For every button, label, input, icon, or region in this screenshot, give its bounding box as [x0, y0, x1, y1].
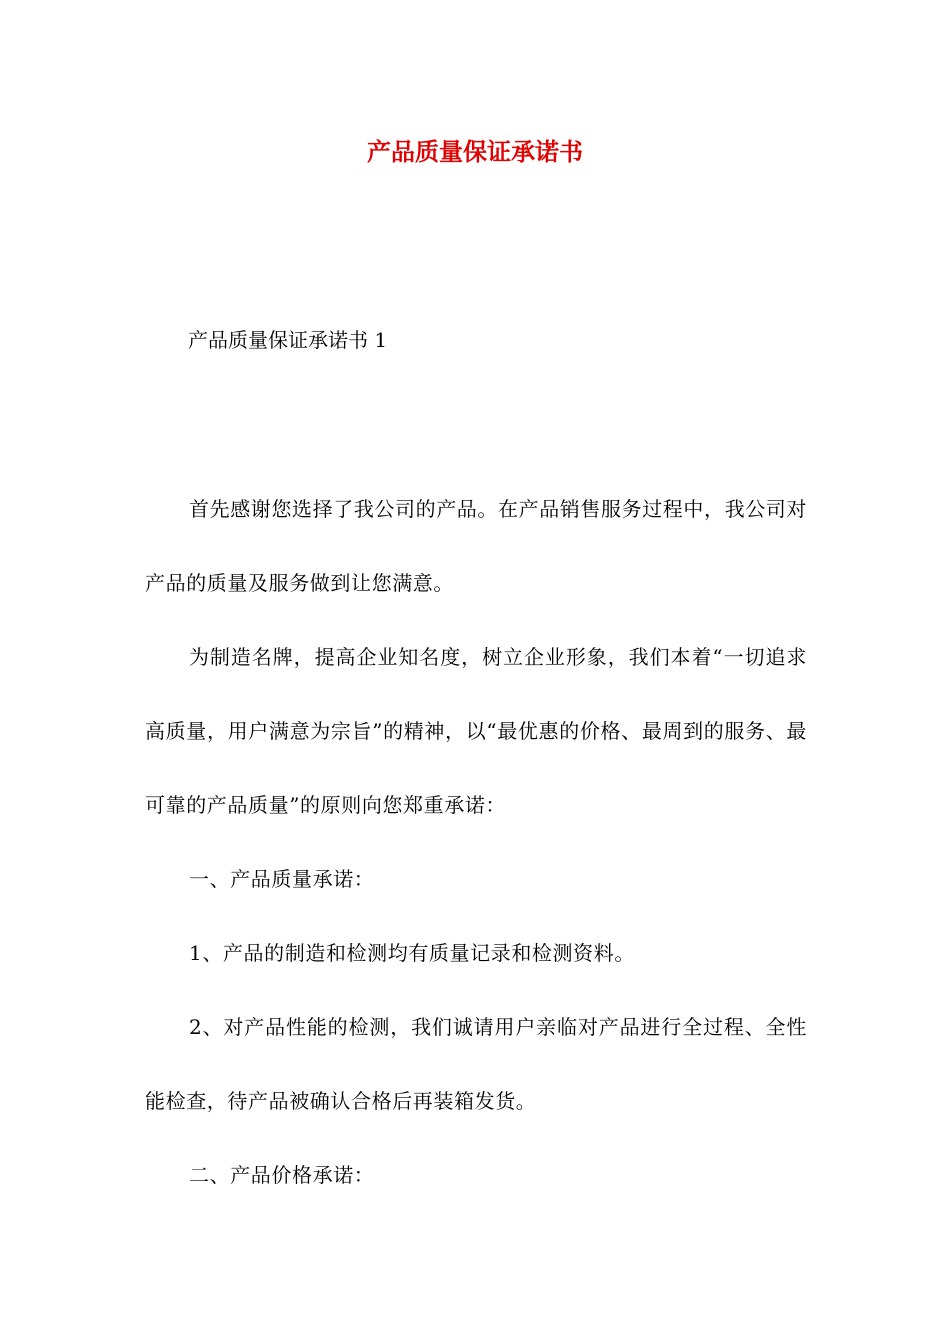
section-heading-quality: 一、产品质量承诺：: [189, 867, 375, 891]
section-heading-price: 二、产品价格承诺：: [189, 1163, 375, 1187]
paragraph-quality-item-2: 2、对产品性能的检测，我们诚请用户亲临对产品进行全过程、全性能检查，待产品被确认合格后再装箱发货。: [145, 1015, 807, 1113]
document-subtitle: 产品质量保证承诺书 1: [188, 328, 388, 352]
paragraph-quality-item-1: 1、产品的制造和检测均有质量记录和检测资料。: [189, 941, 635, 965]
paragraph-commitment-intro: 为制造名牌，提高企业知名度，树立企业形象，我们本着“一切追求高质量，用户满意为宗旨”的精神，以“最优惠的价格、最周到的服务、最可靠的产品质量”的原则向您郑重承诺：: [145, 645, 807, 817]
paragraph-thanks: 首先感谢您选择了我公司的产品。在产品销售服务过程中，我公司对产品的质量及服务做到让您满意。: [145, 497, 807, 595]
document-body: [145, 472, 807, 1212]
document-title: 产品质量保证承诺书: [367, 138, 583, 166]
